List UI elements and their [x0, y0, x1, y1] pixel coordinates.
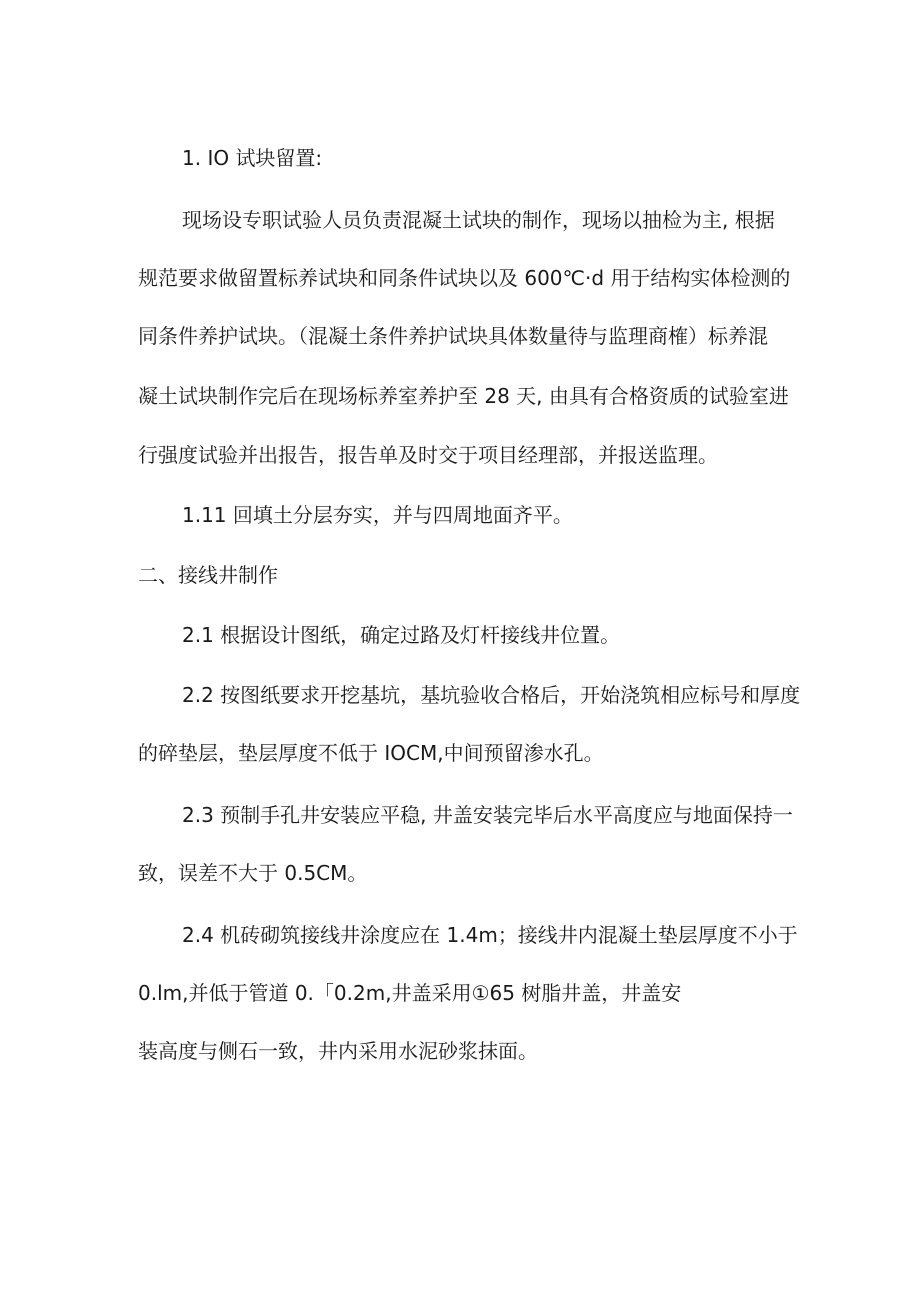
section-heading-junction-well: 二、接线井制作	[138, 563, 278, 587]
paragraph-line: 2.4 机砖砌筑接线井涂度应在 1.4m；接线井内混凝土垫层厚度不小于	[182, 923, 798, 947]
paragraph-line: 致，误差不大于 0.5CM。	[138, 861, 368, 885]
paragraph-line: 凝土试块制作完后在现场标养室养护至 28 天, 由具有合格资质的试验室进	[138, 384, 789, 408]
paragraph-line: 规范要求做留置标养试块和同条件试块以及 600℃·d 用于结构实体检测的	[138, 266, 791, 290]
paragraph-line: 2.2 按图纸要求开挖基坑，基坑验收合格后，开始浇筑相应标号和厚度	[182, 683, 801, 707]
paragraph-line: 的碎垫层，垫层厚度不低于 IOCM,中间预留渗水孔。	[138, 741, 604, 765]
paragraph-line: 行强度试验并出报告，报告单及时交于项目经理部，并报送监理。	[138, 443, 718, 467]
section-heading-test-blocks: 1. IO 试块留置:	[182, 146, 323, 170]
paragraph-line: 现场设专职试验人员负责混凝土试块的制作，现场以抽检为主, 根据	[182, 208, 775, 232]
paragraph-line: 2.1 根据设计图纸，确定过路及灯杆接线井位置。	[182, 623, 621, 647]
paragraph-line: 0.lm,并低于管道 0.「0.2m,井盖采用①65 树脂井盖，井盖安	[138, 981, 682, 1005]
paragraph-line: 装高度与侧石一致，井内采用水泥砂浆抹面。	[138, 1039, 538, 1063]
paragraph-line: 同条件养护试块。（混凝土条件养护试块具体数量待与监理商榷）标养混	[138, 324, 768, 348]
paragraph-line: 1.11 回填土分层夯实，并与四周地面齐平。	[182, 503, 573, 527]
paragraph-line: 2.3 预制手孔井安装应平稳, 井盖安装完毕后水平高度应与地面保持一	[182, 803, 793, 827]
